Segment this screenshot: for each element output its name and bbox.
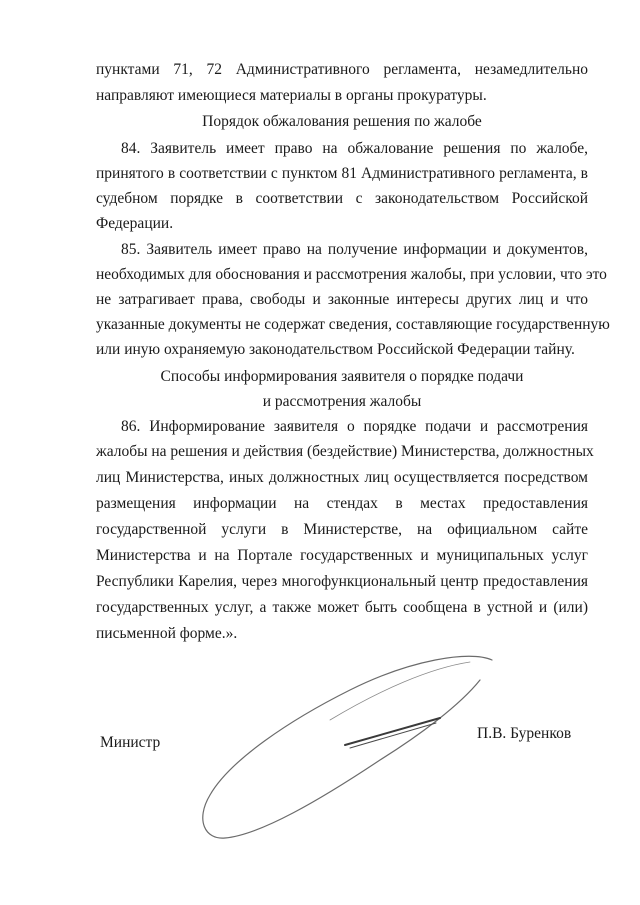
section-heading: Порядок обжалования решения по жалобе: [202, 113, 482, 130]
paragraph-85-line: необходимых для обоснования и рассмотрения жалобы, при условии, что это: [96, 266, 607, 283]
paragraph-86-line: Министерства и на Портале государственных и муниципальных услуг: [96, 547, 588, 564]
signatory-name: П.В. Буренков: [477, 725, 572, 742]
paragraph-84-line: судебном порядке в соответствии с законодательством Российской: [96, 190, 588, 207]
paragraph-85-line: не затрагивает права, свободы и законные интересы других лиц и что: [96, 291, 588, 308]
paragraph-84-line: принятого в соответствии с пунктом 81 Административного регламента, в: [96, 165, 588, 182]
paragraph-84-line: 84. Заявитель имеет право на обжалование решения по жалобе,: [121, 140, 588, 157]
paragraph-85-line: указанные документы не содержат сведения, составляющие государственную: [96, 316, 610, 333]
text-line: пунктами 71, 72 Административного регламента, незамедлительно: [96, 61, 588, 78]
paragraph-86-line: лиц Министерства, иных должностных лиц осуществляется посредством: [96, 469, 588, 486]
text-line: направляют имеющиеся материалы в органы прокуратуры.: [96, 87, 487, 104]
paragraph-86-line: размещения информации на стендах в местах предоставления: [96, 495, 588, 512]
paragraph-85-line: 85. Заявитель имеет право на получение информации и документов,: [121, 241, 588, 258]
section-heading: и рассмотрения жалобы: [262, 393, 422, 410]
paragraph-86-line: письменной форме.».: [96, 625, 238, 642]
paragraph-86-line: жалобы на решения и действия (бездействие) Министерства, должностных: [96, 443, 594, 460]
paragraph-84-line: Федерации.: [96, 215, 174, 232]
section-heading: Способы информирования заявителя о порядке подачи: [160, 368, 524, 385]
paragraph-86-line: государственных услуг, а также может быть сообщена в устной и (или): [96, 599, 588, 616]
paragraph-86-line: Республики Карелия, через многофункциональный центр предоставления: [96, 573, 588, 590]
paragraph-86-line: 86. Информирование заявителя о порядке подачи и рассмотрения: [121, 418, 588, 435]
paragraph-86-line: государственной услуги в Министерстве, на официальном сайте: [96, 521, 588, 538]
signatory-position: Министр: [100, 734, 161, 751]
paragraph-85-line: или иную охраняемую законодательством Российской Федерации тайну.: [96, 341, 575, 358]
